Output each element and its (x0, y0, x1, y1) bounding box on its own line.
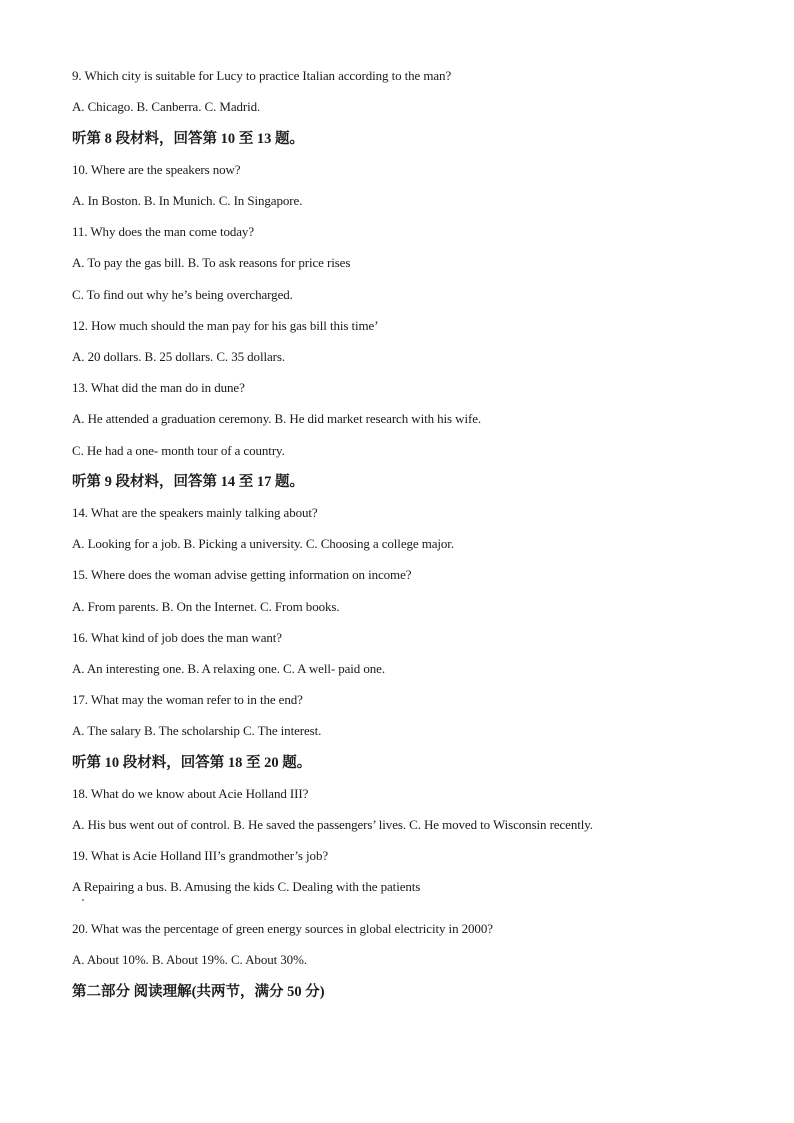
stray-dot-mark (82, 899, 84, 901)
options-13-ab: A. He attended a graduation ceremony. B. He did market research with his wife. (72, 411, 482, 426)
question-11: 11. Why does the man come today? (72, 224, 254, 239)
question-9: 9. Which city is suitable for Lucy to practice Italian according to the man? (72, 68, 452, 83)
options-16: A. An interesting one. B. A relaxing one. C. A well- paid one. (72, 661, 385, 676)
section-heading-9: 听第 9 段材料，回答第 14 至 17 题。 (72, 474, 304, 490)
question-15: 15. Where does the woman advise getting information on income? (72, 567, 412, 582)
options-15: A. From parents. B. On the Internet. C. From books. (72, 599, 340, 614)
options-19: A Repairing a bus. B. Amusing the kids C. Dealing with the patients (72, 879, 421, 894)
options-10: A. In Boston. B. In Munich. C. In Singapore. (72, 193, 303, 208)
question-13: 13. What did the man do in dune? (72, 380, 245, 395)
question-20: 20. What was the percentage of green energy sources in global electricity in 2000? (72, 921, 493, 936)
options-13-c: C. He had a one- month tour of a country. (72, 443, 285, 458)
section-heading-10: 听第 10 段材料，回答第 18 至 20 题。 (72, 755, 312, 771)
options-11-ab: A. To pay the gas bill. B. To ask reasons for price rises (72, 255, 351, 270)
options-20: A. About 10%. B. About 19%. C. About 30%. (72, 952, 307, 967)
options-12: A. 20 dollars. B. 25 dollars. C. 35 dollars. (72, 349, 285, 364)
question-10: 10. Where are the speakers now? (72, 162, 241, 177)
question-14: 14. What are the speakers mainly talking about? (72, 505, 318, 520)
question-19: 19. What is Acie Holland III’s grandmother’s job? (72, 848, 329, 863)
section-heading-8: 听第 8 段材料，回答第 10 至 13 题。 (72, 131, 304, 147)
options-18: A. His bus went out of control. B. He saved the passengers’ lives. C. He moved to Wisconsin recently. (72, 817, 593, 832)
options-14: A. Looking for a job. B. Picking a university. C. Choosing a college major. (72, 536, 454, 551)
part-two-heading: 第二部分 阅读理解(共两节，满分 50 分) (72, 984, 325, 1000)
options-9: A. Chicago. B. Canberra. C. Madrid. (72, 99, 261, 114)
options-17: A. The salary B. The scholarship C. The interest. (72, 723, 322, 738)
question-17: 17. What may the woman refer to in the end? (72, 692, 303, 707)
question-12: 12. How much should the man pay for his gas bill this time’ (72, 318, 379, 333)
options-11-c: C. To find out why he’s being overcharged. (72, 287, 293, 302)
question-18: 18. What do we know about Acie Holland III? (72, 786, 309, 801)
question-16: 16. What kind of job does the man want? (72, 630, 282, 645)
